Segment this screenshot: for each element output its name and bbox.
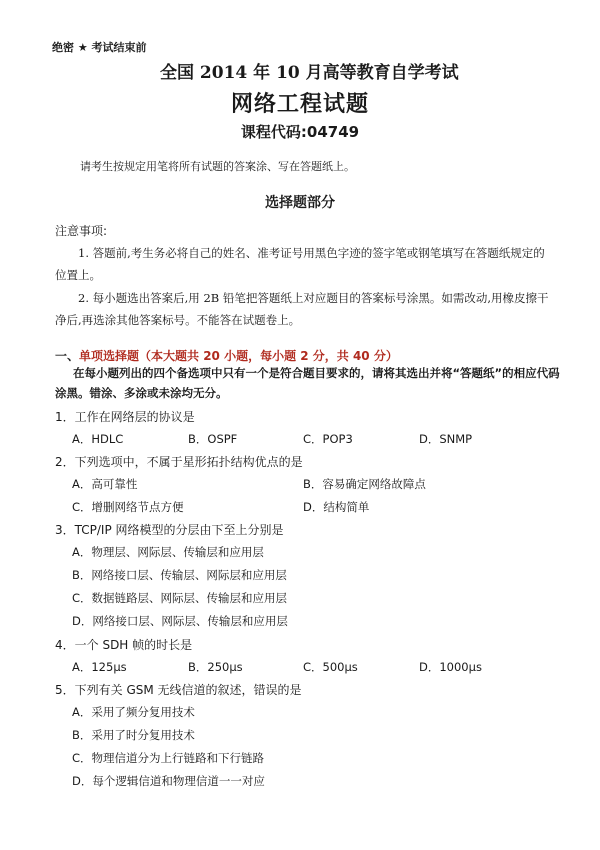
question-1-option-d: D．SNMP	[419, 432, 473, 446]
question-5-option-d: D．每个逻辑信道和物理信道一一对应	[72, 774, 265, 788]
question-5-option-c: C．物理信道分为上行链路和下行链路	[72, 751, 265, 765]
question-4-option-b: B．250μs	[188, 660, 243, 674]
answer-instruction: 请考生按规定用笔将所有试题的答案涂、写在答题纸上。	[80, 160, 355, 173]
question-3-option-a: A．物理层、网际层、传输层和应用层	[72, 545, 264, 559]
confidential-label: 绝密 ★ 考试结束前	[52, 41, 147, 54]
notes-item-1: 1. 答题前,考生务必将自己的姓名、准考证号用黑色字迹的签字笔或钢笔填写在答题纸规定的位置上。	[55, 246, 545, 282]
section-title: 选择题部分	[265, 195, 335, 211]
question-2-option-d: D．结构简单	[303, 500, 370, 514]
question-5-option-b: B．采用了时分复用技术	[72, 728, 195, 742]
question-1-option-c: C．POP3	[303, 432, 353, 446]
question-3-option-c: C．数据链路层、网际层、传输层和应用层	[72, 591, 288, 605]
question-4-option-d: D．1000μs	[419, 660, 482, 674]
question-4-stem: 4．一个 SDH 帧的时长是	[55, 638, 193, 652]
subject-title: 网络工程试题	[230, 91, 369, 117]
question-3-stem: 3．TCP/IP 网络模型的分层由下至上分别是	[55, 523, 284, 537]
part-instruction: 在每小题列出的四个备选项中只有一个是符合题目要求的，请将其选出并将“答题纸”的相应代码涂黑。错涂、多涂或未涂均无分。	[55, 366, 560, 400]
question-1-option-b: B．OSPF	[188, 432, 238, 446]
question-4-option-c: C．500μs	[303, 660, 358, 674]
question-3-option-d: D．网络接口层、网际层、传输层和应用层	[72, 614, 288, 628]
question-2-stem: 2．下列选项中，不属于星形拓扑结构优点的是	[55, 455, 303, 469]
notes-heading: 注意事项:	[55, 224, 108, 238]
question-3-option-b: B．网络接口层、传输层、网际层和应用层	[72, 568, 287, 582]
part-heading-text: 单项选择题（本大题共 20 小题，每小题 2 分，共 40 分）	[79, 349, 398, 363]
course-code: 课程代码:04749	[240, 123, 360, 141]
question-4-option-a: A．125μs	[72, 660, 127, 674]
part-heading	[55, 347, 398, 364]
part-number: 一、	[55, 349, 80, 363]
question-1-stem: 1．工作在网络层的协议是	[55, 410, 195, 424]
question-2-option-c: C．增删网络节点方便	[72, 500, 184, 514]
notes-item-2: 2. 每小题选出答案后,用 2B 铅笔把答题纸上对应题目的答案标号涂黑。如需改动,用橡皮擦干净后,再选涂其他答案标号。不能答在试题卷上。	[55, 291, 549, 327]
question-2-option-a: A．高可靠性	[72, 477, 138, 491]
question-2-option-b: B．容易确定网络故障点	[303, 477, 426, 491]
question-5-stem: 5．下列有关 GSM 无线信道的叙述，错误的是	[55, 683, 302, 697]
exam-title: 全国 2014 年 10 月高等教育自学考试	[160, 63, 459, 83]
question-1-option-a: A．HDLC	[72, 432, 124, 446]
question-5-option-a: A．采用了频分复用技术	[72, 705, 195, 719]
